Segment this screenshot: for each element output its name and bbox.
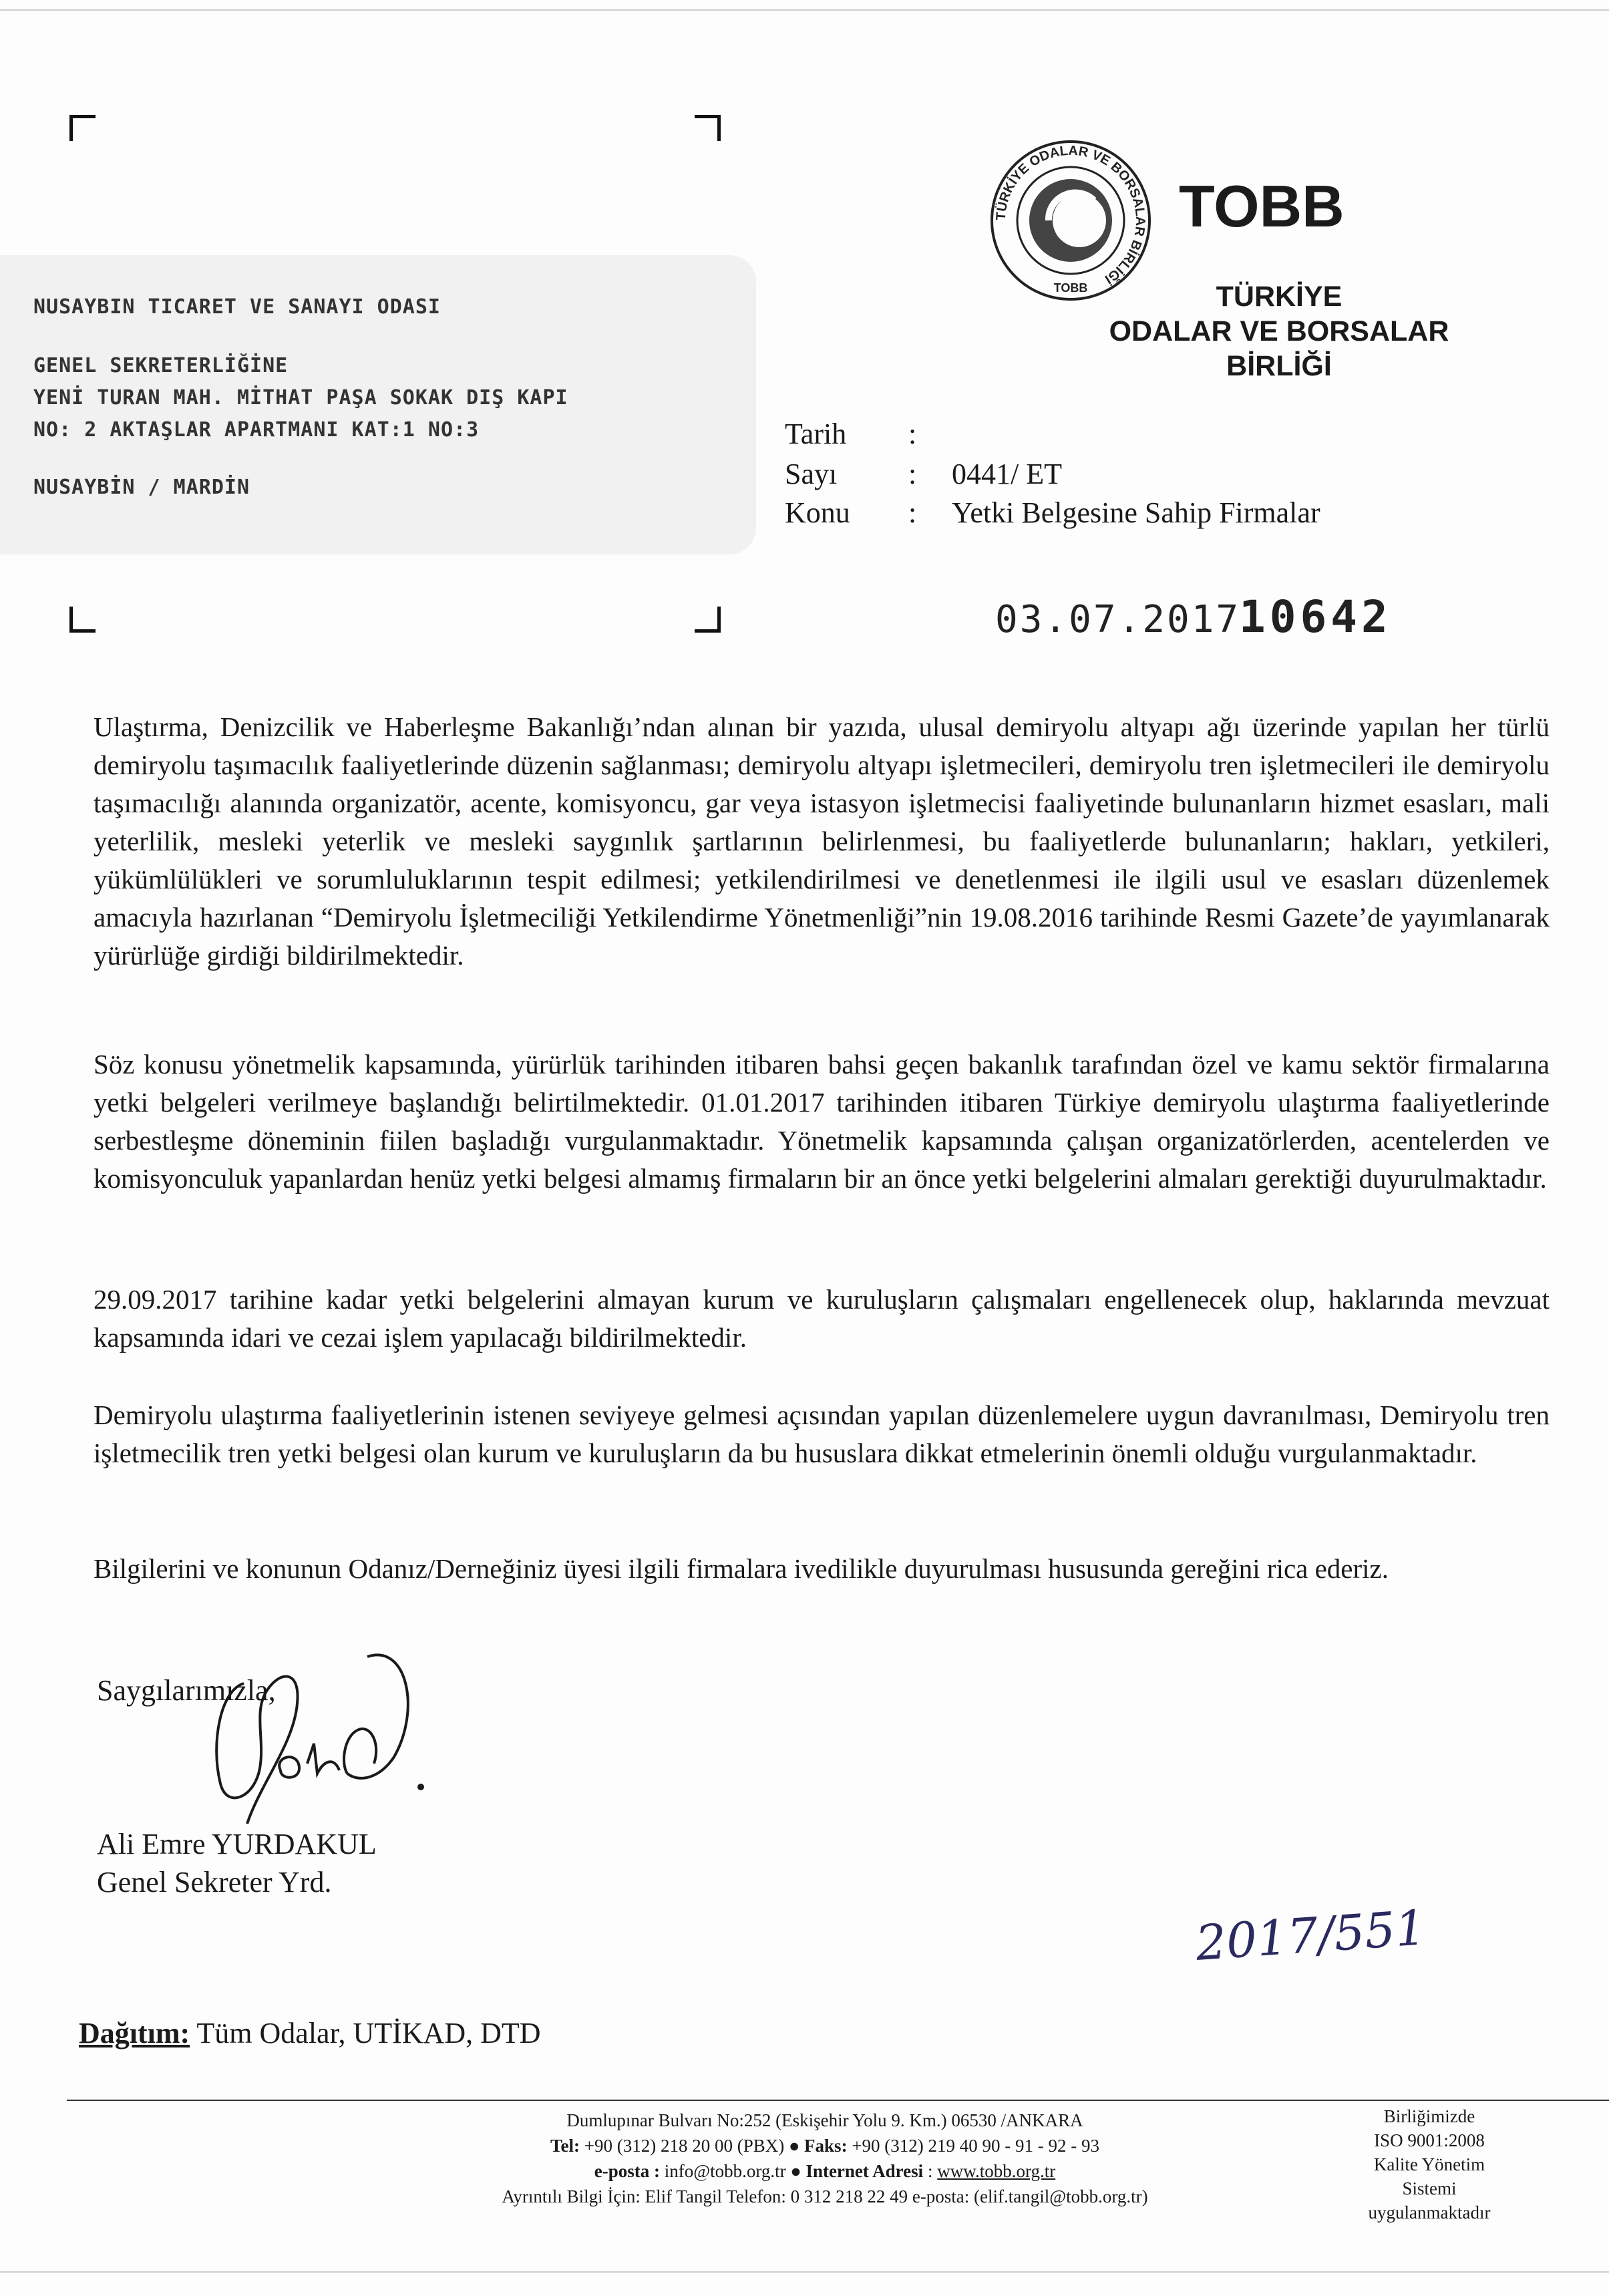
web-link[interactable]: www.tobb.org.tr (937, 2161, 1056, 2181)
bullet-icon: ● (790, 2161, 801, 2181)
iso-line: Sistemi (1402, 2178, 1457, 2198)
recipient-line: NUSAYBİN / MARDİN (33, 476, 250, 499)
top-scan-edge (0, 9, 1609, 11)
iso-line: ISO 9001:2008 (1374, 2130, 1485, 2150)
number-label: Sayı (785, 458, 838, 490)
recipient-line: YENİ TURAN MAH. MİTHAT PAŞA SOKAK DIŞ KAPI (33, 386, 568, 409)
footer-address: Dumlupınar Bulvarı No:252 (Eskişehir Yolu 9. Km.) 06530 /ANKARA (566, 2110, 1083, 2130)
tel-value: +90 (312) 218 20 00 (PBX) (584, 2136, 785, 2156)
fax-value: +90 (312) 219 40 90 - 91 - 92 - 93 (852, 2136, 1099, 2156)
number-value: 0441/ ET (952, 458, 1062, 490)
recipient-line: NO: 2 AKTAŞLAR APARTMANI KAT:1 NO:3 (33, 418, 480, 442)
distribution-value: Tüm Odalar, UTİKAD, DTD (196, 2017, 541, 2049)
footer-contact-person: Ayrıntılı Bilgi İçin: Elif Tangil Telefon: 0 312 218 22 49 e-posta: (elif.tangil@tobb.org.tr) (502, 2186, 1148, 2206)
tel-label: Tel: (550, 2136, 580, 2156)
signatory-name: Ali Emre YURDAKUL (97, 1828, 377, 1860)
body-paragraph: 29.09.2017 tarihine kadar yetki belgelerini almayan kurum ve kuruluşların çalışmaları engellenecek olup, haklarında mevzuat kapsamında idari ve cezai işlem yapılacağı bildirilmektedir. (94, 1284, 1550, 1353)
body-paragraph: Bilgilerini ve konunun Odanız/Derneğiniz üyesi ilgili firmalara ivedilikle duyurulması hususunda gereğini rica ederiz. (94, 1553, 1389, 1584)
signatory-title: Genel Sekreter Yrd. (97, 1866, 332, 1899)
bottom-scan-edge (0, 2271, 1609, 2273)
footer-phone-line (374, 2133, 1276, 2158)
web-label: Internet Adresi (806, 2161, 924, 2181)
fax-label: Faks: (804, 2136, 848, 2156)
org-name-line: BİRLİĞİ (1226, 350, 1332, 382)
envelope-corner-mark (695, 607, 721, 633)
distribution (79, 2016, 541, 2050)
envelope-corner-mark (69, 115, 96, 141)
seal-tobb-text: TOBB (1053, 281, 1088, 295)
body-paragraph: Söz konusu yönetmelik kapsamında, yürürlük tarihinden itibaren bahsi geçen bakanlık tarafından özel ve kamu sektör firmalarına yetki belgeleri verilmeye başlandığı belirtilmektedir. 01.01.2017 tarihinden itibaren Türkiye demiryolu ulaştırma faaliyetlerinde serbestleşme döneminin fiilen başladığı vurgulanmaktadır. Yönetmelik kapsamında çalışan organizatörlerden, acentelerden ve komisyonculuk yapanlardan henüz yetki belgesi almamış firmaların bir an önce yetki belgelerini almaları gerektiği duyurulmaktadır. (94, 1049, 1550, 1194)
stamp-date: 03.07.2017 (995, 598, 1241, 641)
org-name-line: TÜRKİYE (1216, 281, 1343, 313)
distribution-label: Dağıtım: (79, 2017, 190, 2049)
seal-text: TÜRKİYE ODALAR VE BORSALAR BİRLİĞİ (993, 143, 1148, 287)
tobb-wordmark: TOBB (1179, 173, 1345, 239)
iso-line: Kalite Yönetim (1373, 2154, 1485, 2174)
recipient-line: NUSAYBIN TICARET VE SANAYI ODASI (33, 295, 441, 319)
closing-greeting: Saygılarımızla, (97, 1674, 276, 1707)
footer-web-line: e-posta : info@tobb.org.tr ● Internet Adresi : www.tobb.org.tr (594, 2161, 1056, 2181)
bullet-icon: ● (788, 2136, 800, 2156)
footer-contact-block (374, 2108, 1276, 2209)
recipient-line: GENEL SEKRETERLİĞİNE (33, 354, 289, 377)
iso-line: uygulanmaktadır (1368, 2202, 1491, 2223)
footer-divider (67, 2100, 1609, 2101)
subject-label: Konu (785, 496, 850, 529)
iso-line: Birliğimizde (1383, 2106, 1475, 2126)
date-label: Tarih (785, 418, 847, 450)
iso-certification (1329, 2104, 1530, 2225)
email-value: info@tobb.org.tr (664, 2161, 786, 2181)
recipient-address-label (0, 255, 756, 554)
envelope-corner-mark (695, 115, 721, 141)
stamp-number: 10642 (1239, 591, 1392, 643)
body-paragraph: Demiryolu ulaştırma faaliyetlerinin istenen seviyeye gelmesi açısından yapılan düzenlemelere uygun davranılması, Demiryolu tren işletmecilik tren yetki belgesi olan kurum ve kuruluşların da bu hususlara dikkat etmelerinin önemli olduğu vurgulanmaktadır. (94, 1400, 1550, 1468)
body-paragraph: Ulaştırma, Denizcilik ve Haberleşme Bakanlığı’ndan alınan bir yazıda, ulusal demiryolu altyapı ağı üzerinde yapılan her türlü demiryolu taşımacılık faaliyetlerinde düzenin sağlanması; demiryolu altyapı işletmecileri, demiryolu tren işletmecileri ile demiryolu taşımacılığı alanında organizatör, acente, komisyoncu, gar veya istasyon işletmecisi faaliyetinde bulunanların hizmet esasları, mali yeterlilik, mesleki yeterlik ve mesleki saygınlık şartlarının belirlenmesi, bu faaliyetlerde bulunanların; hakları, yetkileri, yükümlülükleri ve sorumluluklarının tespit edilmesi; yetkilendirilmesi ve denetlenmesi ile ilgili usul ve esasları düzenlemek amacıyla hazırlanan “Demiryolu İşletmeciliği Yetkilendirme Yönetmenliği”nin 19.08.2016 tarihinde Resmi Gazete’de yayımlanarak yürürlüğe girdiği bildirilmektedir. (94, 711, 1550, 971)
envelope-corner-mark (69, 607, 96, 633)
org-name-line: ODALAR VE BORSALAR (1109, 315, 1449, 347)
email-label: e-posta : (594, 2161, 661, 2181)
number-colon: : (908, 458, 917, 490)
subject-value: Yetki Belgesine Sahip Firmalar (952, 496, 1320, 529)
handwritten-file-number: 2017/551 (1194, 1899, 1428, 1971)
subject-colon: : (908, 496, 917, 529)
handwritten-signature (180, 1630, 461, 1834)
org-name (1069, 279, 1489, 383)
date-colon: : (908, 418, 917, 450)
